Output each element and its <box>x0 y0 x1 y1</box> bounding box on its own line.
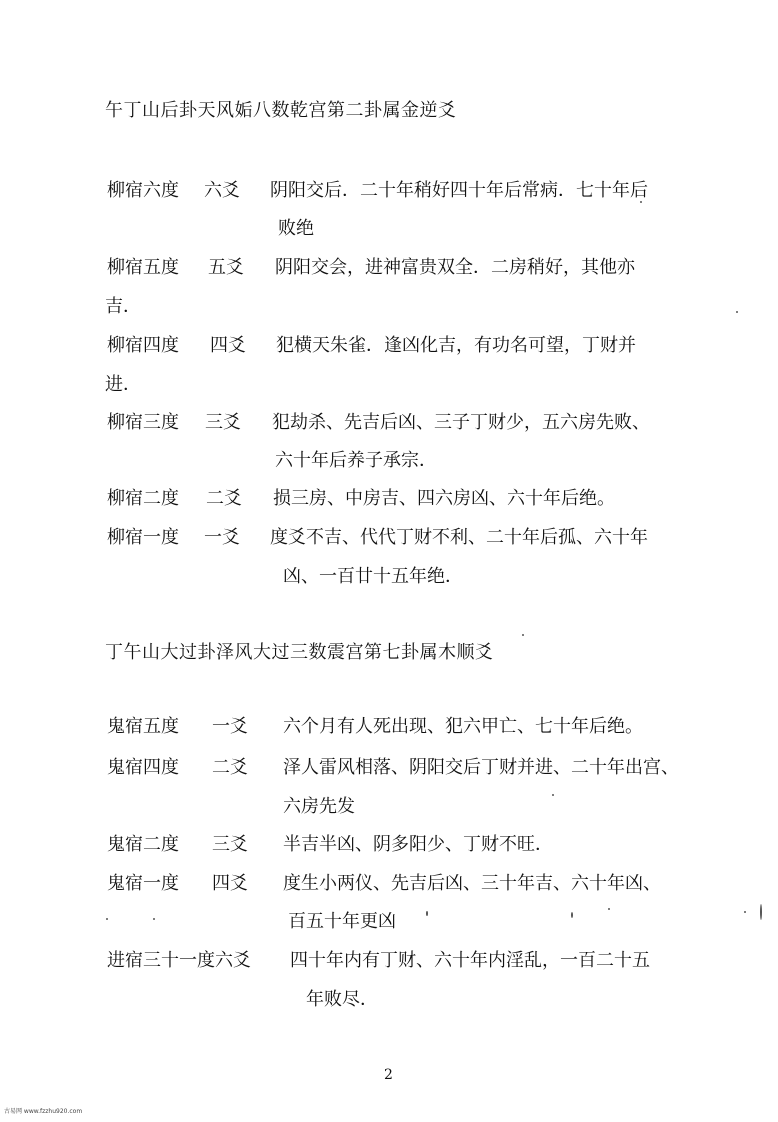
scan-speck <box>744 911 746 913</box>
entry-continuation: 败绝 <box>278 218 314 239</box>
lodge-label: 柳宿四度 <box>107 335 179 356</box>
lodge-label: 柳宿三度 <box>107 412 179 433</box>
section2-heading: 丁午山大过卦泽风大过三数震宫第七卦属木顺爻 <box>105 642 494 663</box>
scan-speck <box>640 201 642 203</box>
entry-row <box>0 331 778 361</box>
entry-text: 犯劫杀、先吉后凶、三子丁财少，五六房先败、 <box>272 412 650 433</box>
entry-continuation: 进． <box>105 374 141 395</box>
scan-speck <box>571 912 573 918</box>
entry-row <box>0 253 778 283</box>
entry-continuation: 吉． <box>105 296 141 317</box>
entry-text: 犯横天朱雀．逢凶化吉，有功名可望，丁财并 <box>276 335 636 356</box>
entry-continuation: 百五十年更凶 <box>288 911 396 932</box>
entry-text: 四十年内有丁财、六十年内淫乱，一百二十五 <box>290 950 650 971</box>
entry-text: 阴阳交后．二十年稍好四十年后常病．七十年后 <box>270 180 648 201</box>
scan-speck <box>106 918 108 920</box>
entry-row <box>0 408 778 438</box>
yao-label: 三爻 <box>205 412 241 433</box>
entry-row <box>0 712 778 742</box>
yao-label: 二爻 <box>212 757 248 778</box>
lodge-label: 进宿三十一度六爻 <box>107 950 251 971</box>
yao-label: 三爻 <box>212 834 248 855</box>
yao-label: 四爻 <box>212 873 248 894</box>
scan-speck <box>760 904 762 920</box>
entry-text: 阴阳交会，进神富贵双全．二房稍好，其他亦 <box>275 257 635 278</box>
lodge-label: 鬼宿一度 <box>107 873 179 894</box>
yao-label: 六爻 <box>204 180 240 201</box>
scan-speck <box>736 311 738 313</box>
entry-text: 六个月有人死出现、犯六甲亡、七十年后绝。 <box>283 716 643 737</box>
section1-heading: 午丁山后卦天风姤八数乾宫第二卦属金逆爻 <box>105 100 457 121</box>
yao-label: 一爻 <box>212 716 248 737</box>
scan-speck <box>522 634 524 636</box>
entry-row <box>0 176 778 206</box>
entry-text: 泽人雷风相落、阴阳交后丁财并进、二十年出宫、 <box>283 757 679 778</box>
entry-text: 度生小两仪、先吉后凶、三十年吉、六十年凶、 <box>283 873 661 894</box>
scan-speck <box>153 918 155 920</box>
page-number: 2 <box>384 1067 393 1083</box>
entry-continuation: 六十年后养子承宗． <box>275 450 437 471</box>
yao-label: 一爻 <box>204 527 240 548</box>
lodge-label: 柳宿六度 <box>107 180 179 201</box>
entry-continuation: 凶、一百廿十五年绝． <box>283 566 463 587</box>
yao-label: 二爻 <box>206 488 242 509</box>
scan-speck <box>552 794 554 796</box>
entry-row <box>0 869 778 899</box>
scan-speck <box>608 908 610 910</box>
yao-label: 四爻 <box>210 335 246 356</box>
entry-continuation: 年败尽． <box>306 989 378 1010</box>
lodge-label: 柳宿一度 <box>107 527 179 548</box>
entry-row <box>0 753 778 783</box>
entry-text: 损三房、中房吉、四六房凶、六十年后绝。 <box>273 488 615 509</box>
yao-label: 五爻 <box>208 257 244 278</box>
entry-row <box>0 830 778 860</box>
entry-row <box>0 946 778 976</box>
lodge-label: 柳宿五度 <box>107 257 179 278</box>
lodge-label: 鬼宿四度 <box>107 757 179 778</box>
lodge-label: 鬼宿五度 <box>107 716 179 737</box>
entry-text: 度爻不吉、代代丁财不利、二十年后孤、六十年 <box>270 527 648 548</box>
entry-continuation: 六房先发 <box>283 796 355 817</box>
footer-watermark: 古易网 www.fzzhu920.com <box>4 1108 83 1115</box>
entry-row <box>0 523 778 553</box>
entry-text: 半吉半凶、阴多阳少、丁财不旺． <box>283 834 553 855</box>
entry-row <box>0 484 778 514</box>
lodge-label: 柳宿二度 <box>107 488 179 509</box>
scan-speck <box>426 911 428 916</box>
lodge-label: 鬼宿二度 <box>107 834 179 855</box>
